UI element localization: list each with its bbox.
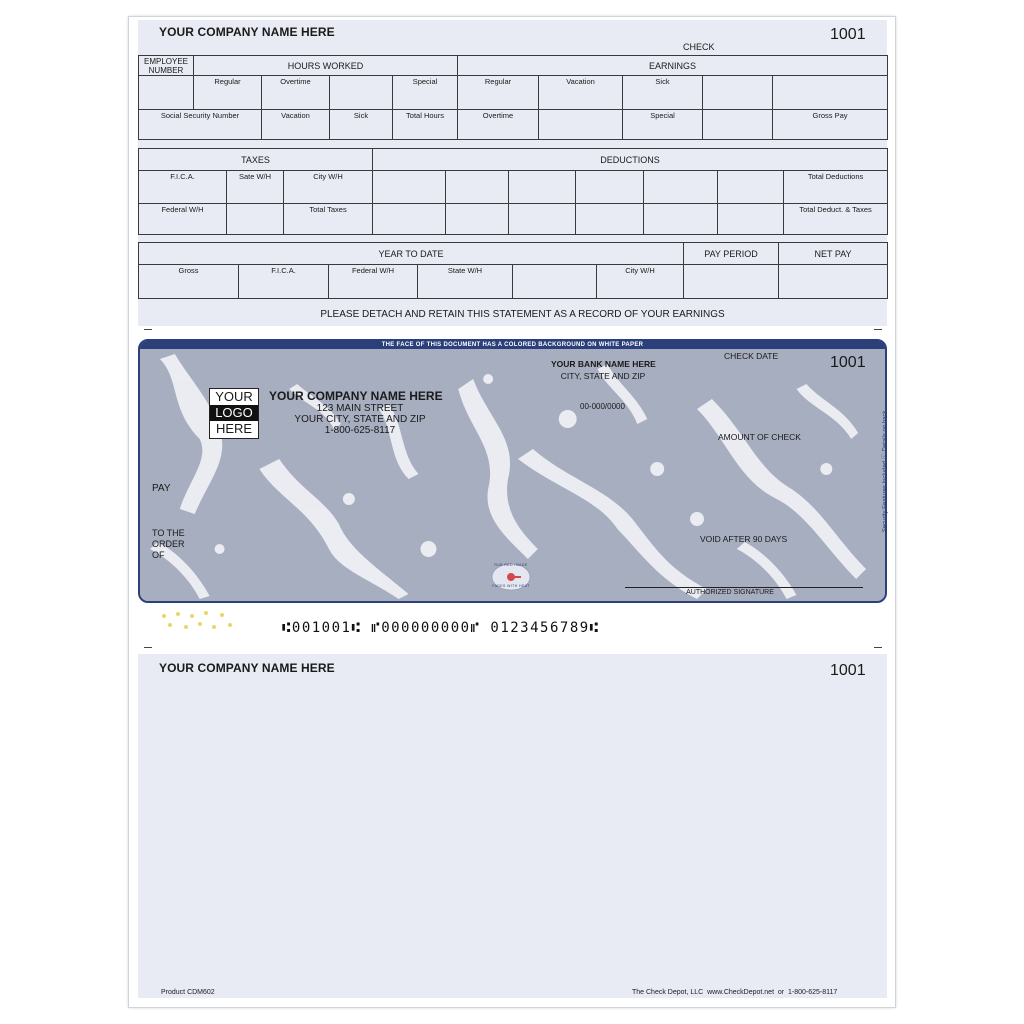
seal-word: HEAT (519, 584, 530, 588)
year-to-date-table (138, 242, 888, 299)
ytd-cell[interactable]: Gross (139, 265, 239, 299)
vendor-footer: The Check Depot, LLC www.CheckDepot.net or 1-800-625-8117 (632, 989, 838, 996)
earn-cell[interactable] (703, 76, 773, 110)
year-to-date-header: YEAR TO DATE (139, 243, 684, 265)
earn-cell[interactable] (539, 110, 623, 140)
tax-cell[interactable] (227, 204, 284, 235)
signature-line[interactable] (625, 587, 863, 588)
deduction-cell[interactable] (509, 171, 576, 204)
earn-cell[interactable]: Vacation (262, 110, 330, 140)
company-address-line2: YOUR CITY, STATE AND ZIP (294, 414, 426, 425)
security-features-text: Security Features Included ⓘ Details on back. (882, 408, 889, 533)
perforation-mark (874, 329, 882, 330)
pay-period-cell[interactable] (684, 265, 779, 299)
earnings-header: EARNINGS (458, 56, 888, 76)
earnings-table (138, 55, 888, 140)
top-stub-check-label: CHECK (683, 42, 715, 52)
deduction-cell[interactable] (644, 171, 718, 204)
bank-name: YOUR BANK NAME HERE (551, 359, 656, 369)
ytd-cell[interactable]: F.I.C.A. (239, 265, 329, 299)
gross-pay-cell[interactable]: Gross Pay (773, 110, 888, 140)
detach-notice: PLEASE DETACH AND RETAIN THIS STATEMENT AS A RECORD OF YOUR EARNINGS (320, 309, 725, 320)
logo-line: YOUR (215, 389, 253, 404)
product-code: Product CDM602 (161, 989, 215, 996)
deduction-cell[interactable] (718, 204, 784, 235)
logo-line: LOGO (210, 405, 258, 421)
payee-field[interactable] (190, 530, 490, 560)
earn-cell[interactable]: Vacation (539, 76, 623, 110)
net-pay-header: NET PAY (779, 243, 888, 265)
seal-word: WITH (507, 584, 518, 588)
routing-fraction: 00-000/0000 (580, 402, 625, 411)
deduction-cell[interactable] (373, 204, 446, 235)
total-deductions-cell[interactable]: Total Deductions (784, 171, 888, 204)
tax-cell[interactable]: Federal W/H (139, 204, 227, 235)
deduction-cell[interactable] (446, 171, 509, 204)
perforation-mark (144, 329, 152, 330)
foil-stars-icon (156, 610, 238, 632)
order-label-line: OF (152, 550, 165, 560)
seal-word: RUB (494, 563, 503, 567)
deduction-cell[interactable] (718, 171, 784, 204)
earn-cell[interactable]: Regular (458, 76, 539, 110)
check-date-field[interactable] (790, 362, 826, 372)
deduction-cell[interactable] (509, 204, 576, 235)
deduction-cell[interactable] (576, 171, 644, 204)
check-company-name: YOUR COMPANY NAME HERE (269, 389, 443, 403)
earn-cell[interactable]: Overtime (458, 110, 539, 140)
net-pay-cell[interactable] (779, 265, 888, 299)
earn-cell[interactable]: Regular (194, 76, 262, 110)
taxes-header: TAXES (139, 149, 373, 171)
seal-word: RED (504, 563, 513, 567)
tax-cell[interactable]: F.I.C.A. (139, 171, 227, 204)
total-taxes-cell[interactable]: Total Taxes (284, 204, 373, 235)
bottom-stub (138, 654, 887, 998)
total-deduct-taxes-cell[interactable]: Total Deduct. & Taxes (784, 204, 888, 235)
amount-of-check-label: AMOUNT OF CHECK (718, 432, 801, 442)
order-label-line: TO THE (152, 528, 185, 538)
earn-cell[interactable]: Sick (330, 110, 393, 140)
perforation-mark (874, 647, 882, 648)
bank-city: CITY, STATE AND ZIP (560, 371, 646, 381)
earn-cell[interactable]: Total Hours (393, 110, 458, 140)
check-banner: THE FACE OF THIS DOCUMENT HAS A COLORED BACKGROUND ON WHITE PAPER (140, 341, 885, 349)
deduction-cell[interactable] (446, 204, 509, 235)
void-notice: VOID AFTER 90 DAYS (700, 534, 788, 544)
pay-amount-field[interactable] (178, 480, 698, 494)
seal-word: FADES (492, 584, 506, 588)
earn-cell[interactable]: Overtime (262, 76, 330, 110)
company-phone: 1-800-625-8117 (324, 425, 396, 436)
ssn-cell[interactable]: Social Security Number (139, 110, 262, 140)
tax-cell[interactable]: City W/H (284, 171, 373, 204)
signature-label: AUTHORIZED SIGNATURE (686, 589, 774, 596)
deductions-header: DEDUCTIONS (373, 149, 888, 171)
taxes-deductions-table (138, 148, 888, 235)
seal-word: IMAGE (514, 563, 528, 567)
check-face-number: 1001 (830, 354, 866, 371)
hours-worked-header: HOURS WORKED (194, 56, 458, 76)
bottom-stub-company-name: YOUR COMPANY NAME HERE (159, 661, 335, 675)
deduction-cell[interactable] (373, 171, 446, 204)
perforation-mark (144, 647, 152, 648)
earn-cell[interactable] (703, 110, 773, 140)
ytd-cell[interactable]: City W/H (597, 265, 684, 299)
micr-line: ⑆001001⑆ ⑈000000000⑈ 0123456789⑆ (282, 620, 600, 636)
pay-period-header: PAY PERIOD (684, 243, 779, 265)
order-label-line: ORDER (152, 539, 185, 549)
check-date-label: CHECK DATE (724, 351, 779, 361)
employee-number-cell[interactable] (139, 76, 194, 110)
pay-label: PAY (152, 483, 171, 494)
company-logo (209, 388, 259, 439)
company-address-line1: 123 MAIN STREET (316, 403, 404, 414)
earn-cell[interactable]: Special (393, 76, 458, 110)
bottom-stub-check-number: 1001 (830, 662, 866, 679)
security-features-note (873, 400, 889, 550)
ytd-cell[interactable]: State W/H (418, 265, 513, 299)
logo-line: HERE (215, 421, 253, 436)
top-stub-company-name: YOUR COMPANY NAME HERE (159, 25, 335, 39)
employee-number-header: EMPLOYEE NUMBER (139, 56, 194, 76)
earn-cell[interactable]: Sick (623, 76, 703, 110)
deduction-cell[interactable] (576, 204, 644, 235)
earn-cell[interactable] (330, 76, 393, 110)
earn-cell[interactable] (773, 76, 888, 110)
order-label (152, 528, 185, 561)
ytd-cell[interactable]: Federal W/H (329, 265, 418, 299)
ytd-cell[interactable] (513, 265, 597, 299)
earn-cell[interactable]: Special (623, 110, 703, 140)
seal-text-top (492, 563, 530, 567)
deduction-cell[interactable] (644, 204, 718, 235)
top-stub-check-number: 1001 (830, 26, 866, 43)
tax-cell[interactable]: Sate W/H (227, 171, 284, 204)
seal-text-bottom (492, 584, 530, 588)
